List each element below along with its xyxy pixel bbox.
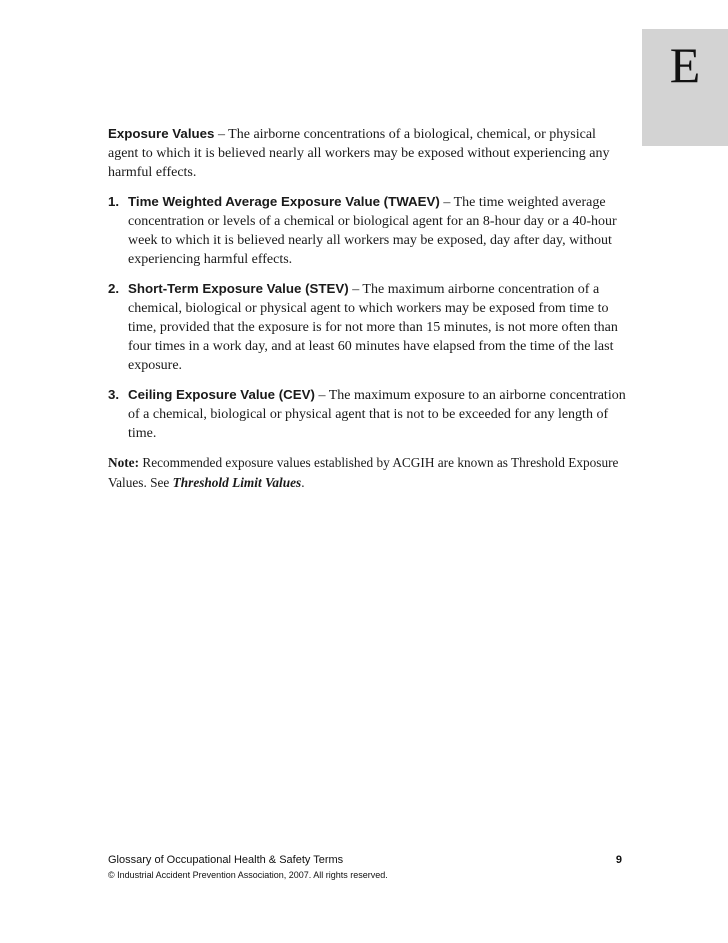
note (108, 453, 628, 493)
item-definition: – The time weighted average concentration or levels of a chemical or biological agent for an 8-hour day or a 40-hour week to which it is believed nearly all workers may be exposed, day after day, without experiencing harmful effects. (128, 195, 617, 267)
list-item (108, 279, 628, 375)
note-text: Recommended exposure values established by ACGIH are known as Threshold Exposure Values. See (108, 455, 619, 490)
note-label: Note: (108, 455, 140, 470)
item-number: 1. (108, 194, 120, 209)
page-number: 9 (615, 854, 622, 866)
section-letter: E (669, 37, 701, 93)
item-definition: – The maximum airborne concentration of a chemical, biological or physical agent to which workers may be exposed from time to time, provided that the exposure is for not more than 15 minutes, is not more often than four times in a work day, and at least 60 minutes have elapsed from the time of the last exposure. (128, 282, 618, 373)
entry-definition: – The airborne concentrations of a biological, chemical, or physical agent to which it is believed nearly all workers may be exposed without experiencing any harmful effects. (108, 127, 610, 180)
item-number: 2. (108, 281, 120, 296)
item-number: 3. (108, 387, 120, 402)
list-item (108, 385, 628, 443)
item-term: Ceiling Exposure Value (CEV) (128, 387, 315, 402)
footer-title: Glossary of Occupational Health & Safety Terms (108, 854, 344, 866)
list-item (108, 192, 628, 269)
glossary-content (108, 124, 628, 503)
footer-title-row (108, 853, 622, 868)
page-footer (108, 853, 622, 882)
item-definition: – The maximum exposure to an airborne concentration of a chemical, biological or physical agent that is not to be exceeded for any length of time. (128, 388, 626, 441)
item-term: Short-Term Exposure Value (STEV) (128, 281, 349, 296)
item-term: Time Weighted Average Exposure Value (TWAEV) (128, 194, 440, 209)
section-tab (642, 29, 728, 146)
footer-copyright: © Industrial Accident Prevention Association, 2007. All rights reserved. (108, 870, 388, 880)
entry-term: Exposure Values (108, 126, 215, 141)
note-end: . (301, 475, 305, 490)
glossary-entry (108, 124, 628, 182)
note-reference: Threshold Limit Values (172, 475, 302, 490)
